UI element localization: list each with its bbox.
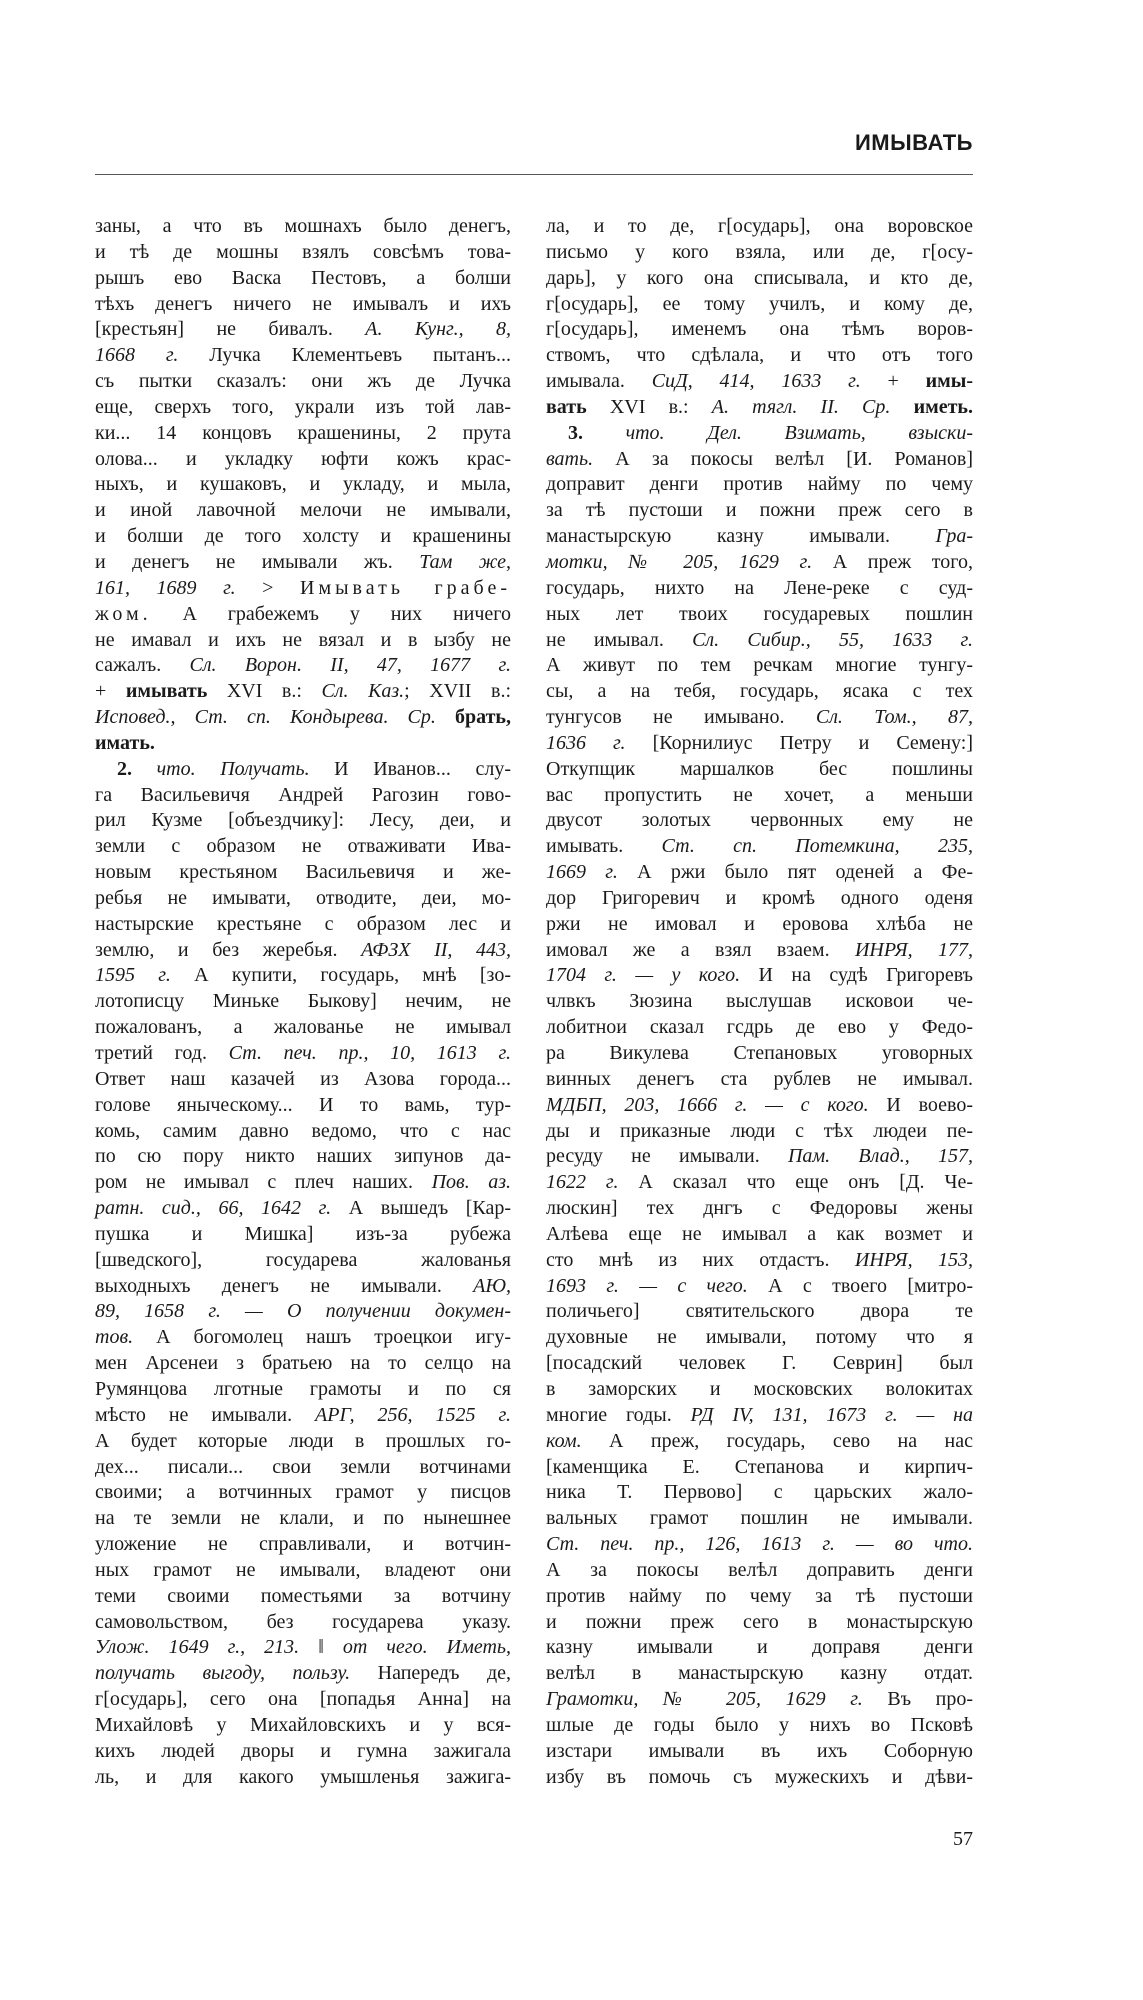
text-line (546, 472, 973, 498)
text-line (546, 1765, 973, 1791)
citation-text: Гра- (935, 525, 973, 548)
body-text: ды и приказные люди с тѣх людеи пе- (546, 1119, 973, 1142)
text-line (95, 1299, 511, 1325)
body-text: изстари имывали въ ихъ Соборную (546, 1739, 973, 1762)
text-line (546, 963, 973, 989)
body-text: голове яныческому... И то вамь, тур- (95, 1093, 511, 1116)
citation-text: что. Дел. Взимать, взыски- (625, 421, 974, 444)
body-text: настырские крестьяне с образом лес и (95, 912, 511, 935)
body-text: не имывал. (546, 628, 693, 651)
text-line (95, 938, 511, 964)
text-line (546, 808, 973, 834)
text-line (546, 292, 973, 318)
body-text: комь, самим давно ведомо, что с нас (95, 1119, 511, 1142)
text-line (546, 1532, 973, 1558)
body-text: А за покосы велѣл доправить денги (546, 1558, 973, 1581)
body-text: поличьего] святительского двора те (546, 1300, 973, 1323)
body-text: в заморских и московских волокитах (546, 1377, 973, 1400)
body-text: тунгусов не имывано. (546, 706, 816, 729)
body-text: г[осударь], сего она [попадья Анна] на (95, 1688, 511, 1711)
text-line (546, 1067, 973, 1093)
citation-text: 1622 г. (546, 1171, 619, 1194)
body-text: и иной лавочной мелочи не имывали, (95, 499, 511, 522)
body-text: вас пропустить не хочет, а меньши (546, 783, 973, 806)
body-text: А богомолец нашъ троецкои игу- (133, 1326, 511, 1349)
text-line (546, 912, 973, 938)
body-text: XVI в.: (207, 680, 322, 703)
text-line (546, 653, 973, 679)
body-text: двусот золотых червонных ему не (546, 809, 973, 832)
body-text: лотописцу Миньке Быкову] нечим, не (95, 990, 511, 1013)
page-number: 57 (953, 1828, 973, 1850)
text-line (95, 550, 511, 576)
citation-text: 1669 г. (546, 861, 618, 884)
text-line (95, 1687, 511, 1713)
body-text: Михайловѣ у Михайловскихъ и у вся- (95, 1713, 511, 1736)
text-line (546, 938, 973, 964)
body-text: жом. (95, 602, 152, 625)
text-line (546, 1015, 973, 1041)
body-text: ржи не имовал и еровова хлѣба не (546, 912, 973, 935)
text-line (95, 369, 511, 395)
body-text: тѣхъ денегъ ничего не имывалъ и ихъ (95, 292, 511, 315)
body-text: г[осударь], ее тому училъ, и кому де, (546, 292, 973, 315)
citation-text: тов. (95, 1326, 134, 1349)
text-line (546, 602, 973, 628)
text-line (546, 317, 973, 343)
text-line (95, 317, 511, 343)
text-line (95, 240, 511, 266)
text-line (546, 1506, 973, 1532)
body-text: ром не имывал с плеч наших. (95, 1171, 432, 1194)
citation-text: ратн. сид., 66, 1642 г. (95, 1197, 332, 1220)
body-text: за тѣ пустоши и пожни преж сего в (546, 499, 973, 522)
body-text: земли с образом не отваживати Ива- (95, 835, 511, 858)
body-text: А будет которые люди в прошлых го- (95, 1429, 511, 1452)
text-line (546, 1558, 973, 1584)
citation-text: 89, 1658 г. — О получении докумен- (95, 1300, 511, 1323)
body-text: своими; а вотчинных грамот у писцов (95, 1481, 511, 1504)
body-text: многие годы. (546, 1403, 691, 1426)
body-text: ‖ (299, 1636, 343, 1659)
text-line (546, 343, 973, 369)
text-line (546, 1274, 973, 1300)
text-line (95, 1635, 511, 1661)
running-head: ИМЫВАТЬ (854, 130, 973, 155)
citation-text: Сл. Каз. (321, 680, 405, 703)
citation-text: Ст. печ. пр., 10, 1613 г. (228, 1042, 511, 1064)
headword-text: вать (546, 395, 587, 418)
body-text: И Иванов... слу- (309, 757, 512, 780)
text-line (546, 1403, 973, 1429)
text-line (546, 1144, 973, 1170)
text-line (546, 1170, 973, 1196)
header-rule (95, 174, 973, 175)
body-text: Ответ наш казачей из Азова города... (95, 1067, 511, 1090)
citation-text: Там же, (419, 550, 511, 573)
body-text: ресуду не имывали. (546, 1145, 788, 1168)
text-line (95, 705, 511, 731)
body-text: ла, и то де, г[осударь], она воровское (546, 215, 973, 237)
headword-text: 3. (568, 421, 626, 444)
body-text: [Корнилиус Петру и Семену:] (625, 731, 973, 754)
text-line (546, 395, 973, 421)
text-line (95, 1274, 511, 1300)
text-line (95, 1248, 511, 1274)
body-text: государь, нихто на Лене-реке с суд- (546, 576, 973, 599)
body-text: уложение не справливали, и вотчин- (95, 1533, 511, 1556)
text-line (95, 731, 511, 757)
body-text: Лучка Клементьевъ пытанъ... (178, 344, 511, 367)
text-line (546, 886, 973, 912)
text-line (546, 369, 973, 395)
text-line (95, 1610, 511, 1636)
body-text: съ пытки сказалъ: они жъ де Лучка (95, 370, 511, 393)
text-line (546, 1584, 973, 1610)
left-column (95, 214, 511, 1790)
body-text: имывать. (546, 835, 662, 858)
body-text: А сказал что еще онъ [Д. Че- (618, 1171, 973, 1194)
body-text: и пожни преж сего в монастырскую (546, 1610, 973, 1633)
body-text: самовольством, без государева указу. (95, 1610, 511, 1633)
body-text: Румянцова лготные грамоты и по ся (95, 1377, 511, 1400)
body-text: дарь], у кого она списывала, и кто де, (546, 266, 973, 289)
body-text: И воево- (868, 1093, 973, 1116)
text-line (95, 886, 511, 912)
text-line (546, 524, 973, 550)
body-text: ль, и для какого умышленья зажига- (95, 1765, 511, 1788)
text-line (95, 1144, 511, 1170)
text-line (546, 447, 973, 473)
body-text: ныхъ, и кушаковъ, и укладу, и мыла, (95, 473, 511, 496)
citation-text: ком. (546, 1429, 582, 1452)
text-line (95, 860, 511, 886)
text-line (546, 1222, 973, 1248)
body-text: мен Арсенеи з братьею на то селцо на (95, 1352, 511, 1375)
body-text: А купити, государь, мнѣ [зо- (170, 964, 512, 987)
citation-text: что. Получать. (156, 757, 310, 780)
text-line (546, 1351, 973, 1377)
body-text: + (860, 370, 926, 393)
body-text: ; XVII в.: (404, 680, 512, 703)
body-text: рышъ ево Васка Пестовъ, а болши (95, 266, 511, 289)
text-line (546, 1635, 973, 1661)
citation-text: 1636 г. (546, 731, 626, 754)
body-text: сажалъ. (95, 654, 190, 677)
text-line (95, 1713, 511, 1739)
text-line (95, 266, 511, 292)
citation-text: Грамотки, № 205, 1629 г. (546, 1688, 863, 1711)
body-text: кихъ людей дворы и гумна зажигала (95, 1739, 511, 1762)
text-line (95, 292, 511, 318)
text-line (546, 1377, 973, 1403)
citation-text: получать выгоду, пользу. (95, 1662, 351, 1685)
body-text: [каменщика Е. Степанова и кирпич- (546, 1455, 973, 1478)
text-line (546, 628, 973, 654)
citation-text: Улож. 1649 г., 213. (95, 1636, 300, 1659)
text-line (95, 1765, 511, 1791)
body-text: А преж, государь, сево на нас (581, 1429, 973, 1452)
text-line (546, 860, 973, 886)
text-line (546, 1041, 973, 1067)
body-text: члвкъ Зюзина выслушав исковои че- (546, 990, 973, 1013)
body-text: пушка и Мишка] изъ-за рубежа (95, 1222, 511, 1245)
text-line (95, 576, 511, 602)
text-line (95, 343, 511, 369)
body-text: вальных грамот пошлин не имывали. (546, 1507, 973, 1530)
body-text: [шведского], государева жалованья (95, 1248, 511, 1271)
text-line (546, 834, 973, 860)
text-line (95, 1351, 511, 1377)
body-text: [посадский человек Г. Севрин] был (546, 1352, 973, 1375)
citation-text: А. Кунг., 8, (365, 318, 511, 341)
body-text: и тѣ де мошны взялъ совсѣмъ това- (95, 240, 511, 263)
citation-text: А. тягл. II. Ср. (711, 395, 914, 418)
body-text: А живут по тем речкам многие тунгу- (546, 654, 973, 677)
body-text: [крестьян] не бивалъ. (95, 318, 366, 341)
citation-text: Пам. Влад., 157, (787, 1145, 973, 1168)
citation-text: Сл. Сибир., 55, 1633 г. (692, 628, 973, 651)
body-text: шлые де годы было у нихъ во Псковѣ (546, 1713, 973, 1736)
body-text: и денегъ не имывали жъ. (95, 550, 420, 573)
body-text: имывала. (546, 370, 652, 393)
body-text: избу въ помочь съ мужескихъ и дѣви- (546, 1765, 973, 1788)
body-text: А с твоего [митро- (747, 1274, 973, 1297)
headword-text: имать. (95, 731, 155, 754)
text-line (95, 1739, 511, 1765)
text-line (546, 498, 973, 524)
body-text: И на судѣ Григоревъ (740, 964, 973, 987)
body-text: Въ про- (862, 1688, 974, 1711)
text-line (546, 705, 973, 731)
text-line (95, 912, 511, 938)
text-line (546, 1713, 973, 1739)
text-line (95, 1119, 511, 1145)
text-line (546, 550, 973, 576)
text-line (95, 1506, 511, 1532)
body-text: А вышедъ [Кар- (331, 1197, 511, 1220)
text-line (546, 421, 973, 447)
body-text: га Васильевичя Андрей Рагозин гово- (95, 783, 511, 806)
text-line (546, 1429, 973, 1455)
text-line (95, 834, 511, 860)
body-text: еще, сверхъ того, украли изъ той лав- (95, 395, 511, 418)
text-line (95, 1661, 511, 1687)
citation-text: АРГ, 256, 1525 г. (315, 1403, 511, 1426)
text-line (95, 1584, 511, 1610)
body-text: заны, а что въ мошнахъ было денегъ, (95, 215, 511, 237)
text-line (95, 1093, 511, 1119)
text-line (95, 989, 511, 1015)
body-text: Алѣева еще не имывал а как возмет и (546, 1222, 973, 1245)
text-line (95, 602, 511, 628)
body-text: винных денегъ ста рублев не имывал. (546, 1067, 973, 1090)
citation-text: Ст. печ. пр., 126, 1613 г. — во что. (546, 1533, 973, 1556)
citation-text: 1693 г. — с чего. (546, 1274, 748, 1297)
text-line (95, 1170, 511, 1196)
body-text: третий год. (95, 1042, 229, 1064)
body-text: казну имывали и доправя денги (546, 1636, 973, 1659)
text-line (95, 1480, 511, 1506)
text-line (95, 783, 511, 809)
text-line (546, 1739, 973, 1765)
text-line (95, 447, 511, 473)
body-text: дор Григоревич и кромѣ одного оденя (546, 886, 973, 909)
citation-text: АФЗХ II, 443, (361, 938, 511, 961)
body-text: сто мнѣ из них отдастъ. (546, 1248, 855, 1271)
body-text: землю, и без жеребья. (95, 938, 362, 961)
citation-text: АЮ, (473, 1274, 511, 1297)
body-text: люскин] тех днгъ с Федоровы жены (546, 1197, 973, 1220)
body-text: ра Викулева Степановых уговорных (546, 1042, 973, 1064)
text-line (95, 498, 511, 524)
citation-text: 1595 г. (95, 964, 171, 987)
body-text: + (95, 680, 126, 703)
text-line (95, 421, 511, 447)
text-line (95, 472, 511, 498)
body-text: XVI в.: (586, 395, 712, 418)
text-line (546, 1661, 973, 1687)
text-line (546, 1119, 973, 1145)
text-line (546, 1480, 973, 1506)
text-line (546, 214, 973, 240)
text-line (95, 1325, 511, 1351)
text-line (95, 1558, 511, 1584)
body-text: олова... и укладку юфти кожъ крас- (95, 447, 511, 470)
body-text: дех... писали... свои земли вотчинами (95, 1455, 511, 1478)
citation-text: СиД, 414, 1633 г. (651, 370, 861, 393)
body-text: манастырскую казну имывали. (546, 525, 936, 548)
body-text: ки... 14 концовъ крашенины, 2 прута (95, 421, 511, 444)
body-text: имовал же а взял взаем. (546, 938, 855, 961)
text-line (546, 1196, 973, 1222)
headword-text: брать, (454, 706, 511, 729)
body-text: Напередъ де, (350, 1662, 511, 1685)
headword-text: 2. (117, 757, 157, 780)
text-line (95, 1403, 511, 1429)
text-line (95, 1377, 511, 1403)
body-text: ребья не имывати, отводите, деи, мо- (95, 886, 511, 909)
citation-text: вать. (546, 447, 594, 470)
text-line (95, 1196, 511, 1222)
text-line (546, 783, 973, 809)
citation-text: Сл. Ворон. II, 47, 1677 г. (189, 654, 511, 677)
headword-text: имывать (125, 680, 208, 703)
text-line (95, 395, 511, 421)
text-line (95, 1015, 511, 1041)
text-line (95, 757, 511, 783)
body-text: не имавал и ихъ не вязал и в ызбу не (95, 628, 511, 651)
body-text: мѣсто не имывали. (95, 1403, 316, 1426)
body-text: новым крестьяном Васильевичя и же- (95, 861, 511, 884)
body-text: рил Кузме [объездчику]: Лесу, деи, и (95, 809, 511, 832)
text-line (546, 989, 973, 1015)
body-text: сы, а на тебя, государь, ясака с тех (546, 680, 973, 703)
body-text: доправит денги против найму по чему (546, 473, 973, 496)
text-line (95, 524, 511, 550)
body-text: против найму по чему за тѣ пустоши (546, 1584, 973, 1607)
body-text: А за покосы велѣл [И. Романов] (593, 447, 973, 470)
text-line (546, 1093, 973, 1119)
text-line (546, 1455, 973, 1481)
citation-text: Ст. сп. Потемкина, 235, (661, 835, 973, 858)
text-line (95, 653, 511, 679)
citation-text: Сл. Том., 87, (815, 706, 973, 729)
body-text: А ржи было пят оденей а Фе- (617, 861, 973, 884)
body-text: ных лет твоих государевых пошлин (546, 602, 973, 625)
text-line (546, 576, 973, 602)
body-text: выходныхъ денегъ не имывали. (95, 1274, 474, 1297)
citation-text: Исповед., Ст. сп. Кондырева. Ср. (95, 706, 455, 729)
headword-text: иметь. (913, 395, 973, 418)
citation-text: Пов. аз. (431, 1171, 511, 1194)
text-line (546, 757, 973, 783)
citation-text: 1704 г. — у кого. (546, 964, 741, 987)
text-line (546, 1610, 973, 1636)
citation-text: 1668 г. (95, 344, 179, 367)
body-text: духовные не имывали, потому что я (546, 1326, 973, 1349)
text-line (95, 1532, 511, 1558)
body-text: > (235, 576, 300, 599)
body-text: пожалованъ, а жалованье не имывал (95, 1016, 511, 1039)
body-text: теми своими поместьями за вотчину (95, 1584, 511, 1607)
text-line (546, 240, 973, 266)
text-line (95, 214, 511, 240)
body-text: г[осударь], именемъ она тѣмъ воров- (546, 318, 973, 341)
body-text: Имывать грабе- (300, 576, 512, 599)
body-text: ника Т. Первово] с царьских жало- (546, 1481, 973, 1504)
citation-text: РД IV, 131, 1673 г. — на (690, 1403, 973, 1426)
body-text: лобитнои сказал гсдрь де ево у Федо- (546, 1016, 973, 1039)
body-text: А грабежемъ у них ничего (151, 602, 511, 625)
text-line (95, 1222, 511, 1248)
body-text: по сю пору никто наших зипунов да- (95, 1145, 511, 1168)
body-text: велѣл в манастырскую казну отдат. (546, 1662, 973, 1685)
body-text: на те земли не клали, и по нынешнее (95, 1507, 511, 1530)
body-text: А преж того, (812, 550, 973, 573)
text-line (95, 963, 511, 989)
text-line (95, 1429, 511, 1455)
citation-text: ИНРЯ, 177, (854, 938, 973, 961)
citation-text: мотки, № 205, 1629 г. (546, 550, 813, 573)
text-line (546, 1687, 973, 1713)
text-line (95, 1455, 511, 1481)
text-line (95, 1067, 511, 1093)
body-text: Откупщик маршалков бес пошлины (546, 757, 973, 780)
text-line (95, 628, 511, 654)
text-line (546, 1325, 973, 1351)
body-text: ствомъ, что сдѣлала, и что отъ того (546, 344, 973, 367)
text-line (546, 266, 973, 292)
headword-text: имы- (925, 370, 974, 393)
body-text: и болши де того холсту и крашенины (95, 525, 511, 548)
citation-text: ИНРЯ, 153, (854, 1248, 973, 1271)
citation-text: 161, 1689 г. (95, 576, 236, 599)
text-line (95, 1041, 511, 1067)
citation-text: от чего. Иметь, (342, 1636, 511, 1659)
text-line (546, 679, 973, 705)
body-text: письмо у кого взяла, или де, г[осу- (546, 240, 973, 263)
right-column (546, 214, 973, 1790)
text-line (95, 808, 511, 834)
text-line (95, 679, 511, 705)
body-text: ных грамот не имывали, владеют они (95, 1558, 511, 1581)
text-line (546, 1299, 973, 1325)
text-line (546, 1248, 973, 1274)
text-line (546, 731, 973, 757)
citation-text: МДБП, 203, 1666 г. — с кого. (546, 1093, 869, 1116)
